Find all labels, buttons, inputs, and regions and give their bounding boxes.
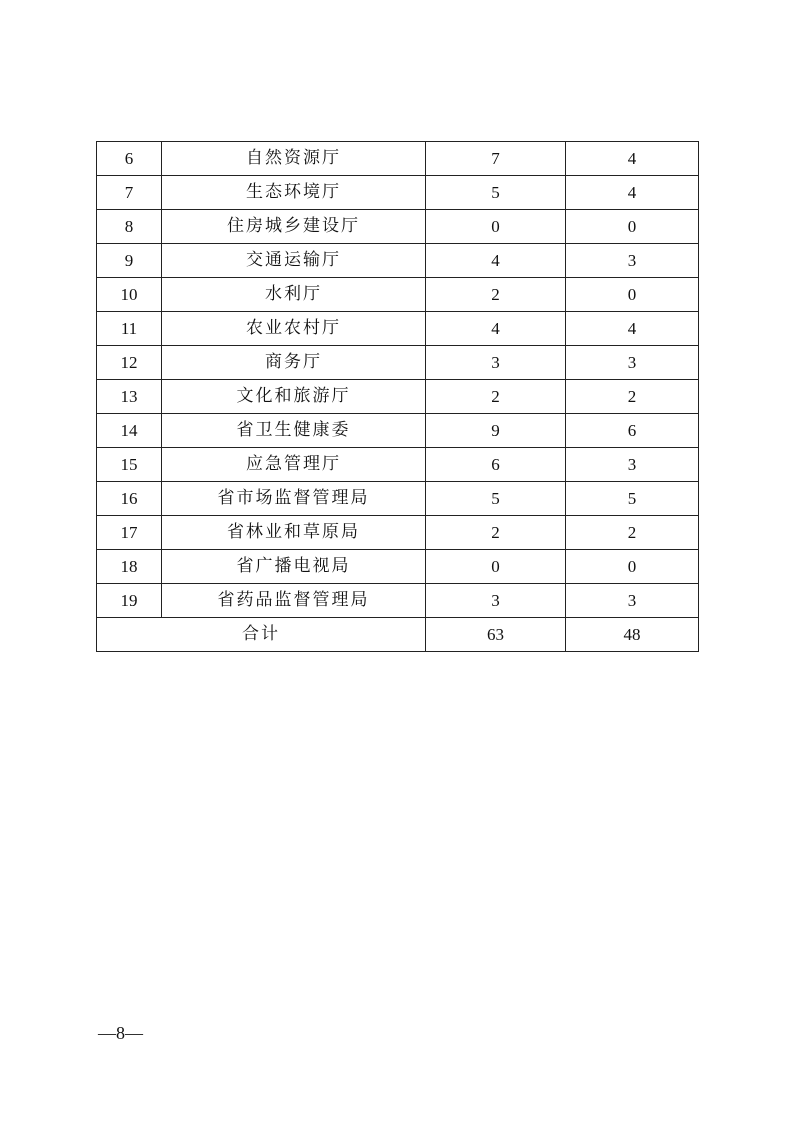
count-a-cell: 3 (426, 346, 566, 380)
count-b-cell: 0 (566, 278, 699, 312)
count-b-cell: 6 (566, 414, 699, 448)
department-name-cell: 省药品监督管理局 (162, 584, 426, 618)
count-a-cell: 5 (426, 176, 566, 210)
count-b-cell: 3 (566, 584, 699, 618)
count-a-cell: 4 (426, 312, 566, 346)
table-row (97, 278, 699, 312)
department-name-cell: 省林业和草原局 (162, 516, 426, 550)
row-number-cell: 7 (97, 176, 162, 210)
total-a-cell: 63 (426, 618, 566, 652)
table-row (97, 244, 699, 278)
table-row (97, 346, 699, 380)
row-number-cell: 11 (97, 312, 162, 346)
table-row (97, 210, 699, 244)
count-a-cell: 4 (426, 244, 566, 278)
page-number: —8— (98, 1023, 143, 1043)
count-b-cell: 5 (566, 482, 699, 516)
department-name-cell: 省广播电视局 (162, 550, 426, 584)
row-number-cell: 10 (97, 278, 162, 312)
table-row (97, 516, 699, 550)
table-row (97, 312, 699, 346)
department-name-cell: 省卫生健康委 (162, 414, 426, 448)
table-row (97, 584, 699, 618)
count-a-cell: 2 (426, 380, 566, 414)
count-b-cell: 4 (566, 142, 699, 176)
row-number-cell: 8 (97, 210, 162, 244)
count-a-cell: 9 (426, 414, 566, 448)
row-number-cell: 14 (97, 414, 162, 448)
row-number-cell: 17 (97, 516, 162, 550)
total-label-cell: 合计 (97, 618, 426, 652)
table-row (97, 482, 699, 516)
table-row (97, 550, 699, 584)
data-table (96, 141, 699, 652)
department-name-cell: 水利厅 (162, 278, 426, 312)
count-b-cell: 3 (566, 346, 699, 380)
total-row (97, 618, 699, 652)
department-name-cell: 省市场监督管理局 (162, 482, 426, 516)
row-number-cell: 18 (97, 550, 162, 584)
count-a-cell: 6 (426, 448, 566, 482)
row-number-cell: 13 (97, 380, 162, 414)
table-row (97, 380, 699, 414)
row-number-cell: 9 (97, 244, 162, 278)
count-a-cell: 2 (426, 278, 566, 312)
table-row (97, 414, 699, 448)
table-row (97, 448, 699, 482)
table-row (97, 176, 699, 210)
count-b-cell: 4 (566, 176, 699, 210)
department-name-cell: 商务厅 (162, 346, 426, 380)
count-b-cell: 0 (566, 550, 699, 584)
department-name-cell: 住房城乡建设厅 (162, 210, 426, 244)
row-number-cell: 15 (97, 448, 162, 482)
department-name-cell: 农业农村厅 (162, 312, 426, 346)
count-a-cell: 5 (426, 482, 566, 516)
row-number-cell: 16 (97, 482, 162, 516)
count-a-cell: 7 (426, 142, 566, 176)
total-b-cell: 48 (566, 618, 699, 652)
count-b-cell: 2 (566, 380, 699, 414)
count-b-cell: 3 (566, 448, 699, 482)
department-name-cell: 生态环境厅 (162, 176, 426, 210)
count-a-cell: 2 (426, 516, 566, 550)
count-a-cell: 0 (426, 210, 566, 244)
count-b-cell: 4 (566, 312, 699, 346)
department-name-cell: 文化和旅游厅 (162, 380, 426, 414)
count-b-cell: 0 (566, 210, 699, 244)
count-a-cell: 0 (426, 550, 566, 584)
department-name-cell: 交通运输厅 (162, 244, 426, 278)
department-name-cell: 自然资源厅 (162, 142, 426, 176)
count-b-cell: 3 (566, 244, 699, 278)
table-row (97, 142, 699, 176)
department-name-cell: 应急管理厅 (162, 448, 426, 482)
row-number-cell: 12 (97, 346, 162, 380)
row-number-cell: 6 (97, 142, 162, 176)
count-b-cell: 2 (566, 516, 699, 550)
count-a-cell: 3 (426, 584, 566, 618)
table-body (97, 142, 699, 652)
row-number-cell: 19 (97, 584, 162, 618)
